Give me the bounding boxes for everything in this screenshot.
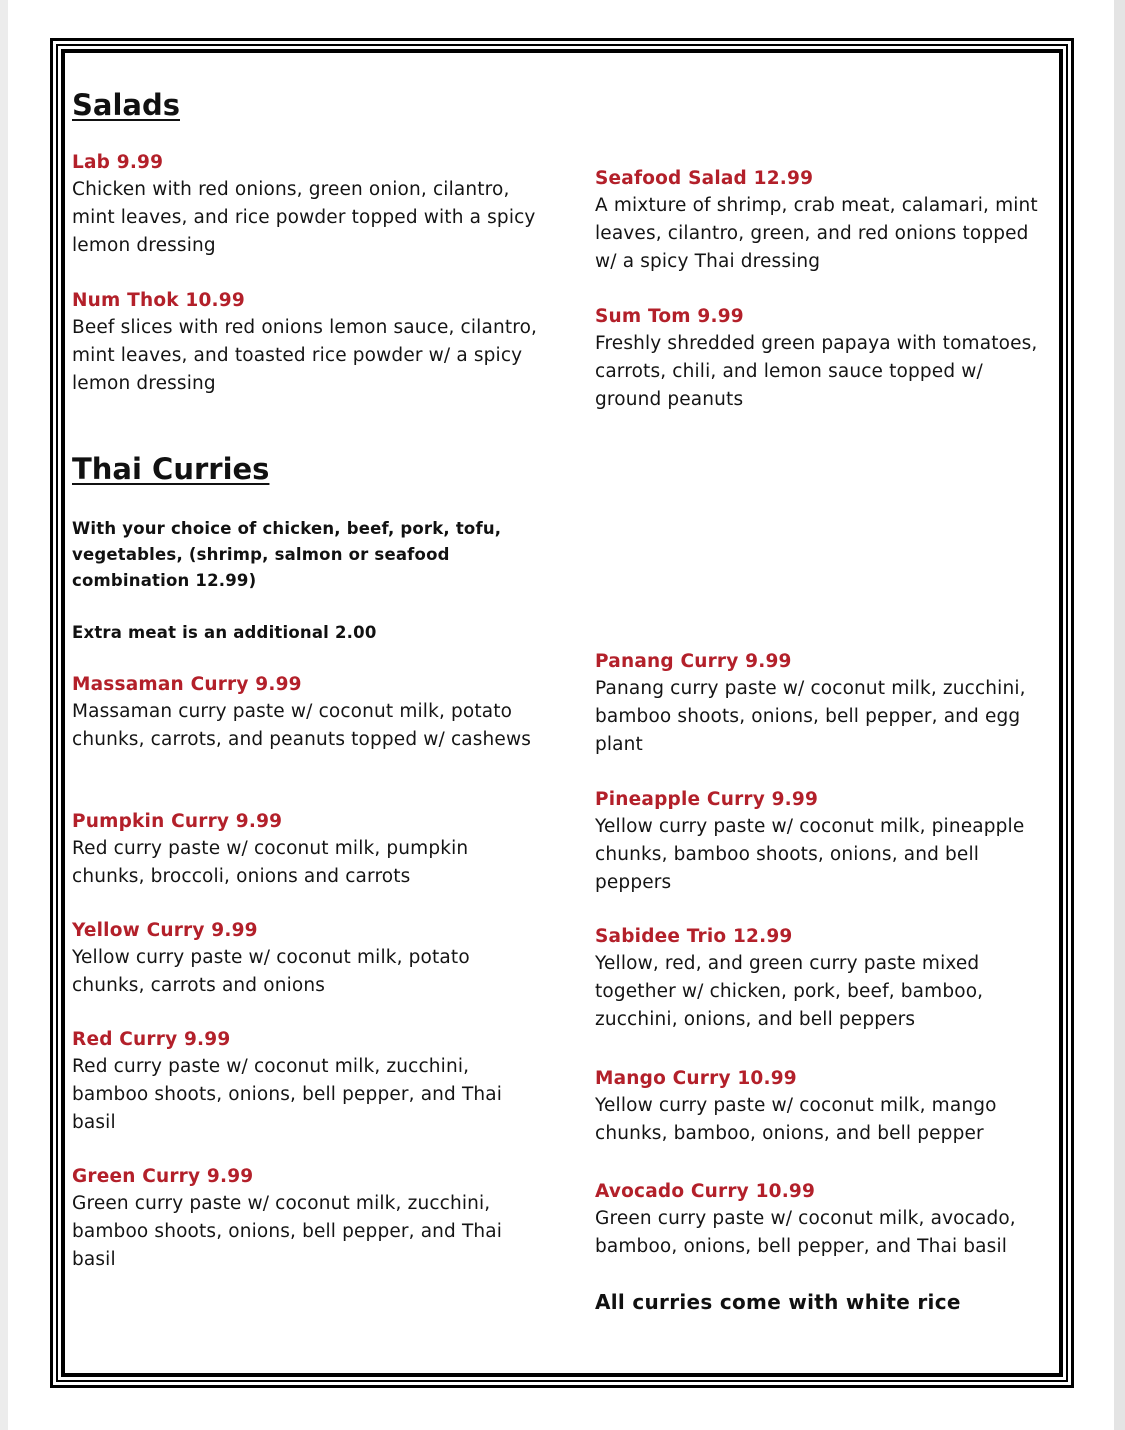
item-title: Massaman Curry 9.99 — [72, 674, 302, 695]
menu-item-sum-tom — [595, 306, 1055, 415]
protein-choice-note: With your choice of chicken, beef, pork, tofu, vegetables, (shrimp, salmon or seafood combination 12.99) — [72, 519, 502, 590]
item-description: Massaman curry paste w/ coconut milk, potato chunks, carrots, and peanuts topped w/ cashews — [72, 701, 532, 751]
item-title: Avocado Curry 10.99 — [595, 1181, 816, 1202]
item-title: Pumpkin Curry 9.99 — [72, 811, 283, 832]
menu-item-num-thok — [72, 290, 542, 399]
item-description: Beef slices with red onions lemon sauce, cilantro, mint leaves, and toasted rice powder w/ a spicy lemon dressing — [72, 317, 538, 395]
item-title: Red Curry 9.99 — [72, 1029, 231, 1050]
menu-item-lab — [72, 152, 542, 261]
item-description: Green curry paste w/ coconut milk, zucchini, bamboo shoots, onions, bell pepper, and Thai basil — [72, 1193, 503, 1271]
item-title: Green Curry 9.99 — [72, 1166, 254, 1187]
item-description: Red curry paste w/ coconut milk, pumpkin chunks, broccoli, onions and carrots — [72, 838, 469, 888]
rice-footer-note: All curries come with white rice — [595, 1290, 961, 1314]
item-title: Lab 9.99 — [72, 152, 164, 173]
item-title: Yellow Curry 9.99 — [72, 920, 258, 941]
item-description: Chicken with red onions, green onion, cilantro, mint leaves, and rice powder topped with a spicy lemon dressing — [72, 179, 536, 257]
menu-item-mango-curry — [595, 1068, 1055, 1148]
extra-meat-note: Extra meat is an additional 2.00 — [72, 623, 377, 642]
menu-item-yellow-curry — [72, 920, 542, 1000]
menu-item-pumpkin-curry — [72, 811, 542, 891]
item-description: Red curry paste w/ coconut milk, zucchini, bamboo shoots, onions, bell pepper, and Thai basil — [72, 1056, 503, 1134]
item-description: Freshly shredded green papaya with tomatoes, carrots, chili, and lemon sauce topped w/ ground peanuts — [595, 333, 1038, 411]
item-description: Yellow curry paste w/ coconut milk, pineapple chunks, bamboo shoots, onions, and bell peppers — [595, 816, 1025, 894]
menu-item-pineapple-curry — [595, 789, 1055, 898]
item-title: Sabidee Trio 12.99 — [595, 926, 793, 947]
page-edge-shadow — [1114, 0, 1125, 1430]
menu-item-sabidee-trio — [595, 926, 1055, 1035]
item-description: Yellow curry paste w/ coconut milk, potato chunks, carrots and onions — [72, 947, 470, 997]
item-description: Yellow curry paste w/ coconut milk, mango chunks, bamboo, onions, and bell pepper — [595, 1095, 997, 1145]
item-title: Panang Curry 9.99 — [595, 651, 792, 672]
curries-heading: Thai Curries — [72, 452, 270, 486]
item-description: Green curry paste w/ coconut milk, avocado, bamboo, onions, bell pepper, and Thai basil — [595, 1208, 1016, 1258]
item-title: Sum Tom 9.99 — [595, 306, 744, 327]
menu-item-avocado-curry — [595, 1181, 1055, 1261]
menu-item-green-curry — [72, 1166, 542, 1275]
item-description: A mixture of shrimp, crab meat, calamari, mint leaves, cilantro, green, and red onions topped w/ a spicy Thai dressing — [595, 195, 1038, 273]
item-title: Pineapple Curry 9.99 — [595, 789, 819, 810]
menu-item-panang-curry — [595, 651, 1055, 760]
item-description: Yellow, red, and green curry paste mixed together w/ chicken, pork, beef, bamboo, zucchini, onions, and bell peppers — [595, 953, 984, 1031]
menu-item-seafood-salad — [595, 168, 1055, 277]
salads-heading: Salads — [72, 88, 180, 122]
item-description: Panang curry paste w/ coconut milk, zucchini, bamboo shoots, onions, bell pepper, and egg plant — [595, 678, 1026, 756]
menu-item-massaman-curry — [72, 674, 542, 754]
item-title: Seafood Salad 12.99 — [595, 168, 814, 189]
menu-item-red-curry — [72, 1029, 542, 1138]
item-title: Num Thok 10.99 — [72, 290, 245, 311]
item-title: Mango Curry 10.99 — [595, 1068, 797, 1089]
